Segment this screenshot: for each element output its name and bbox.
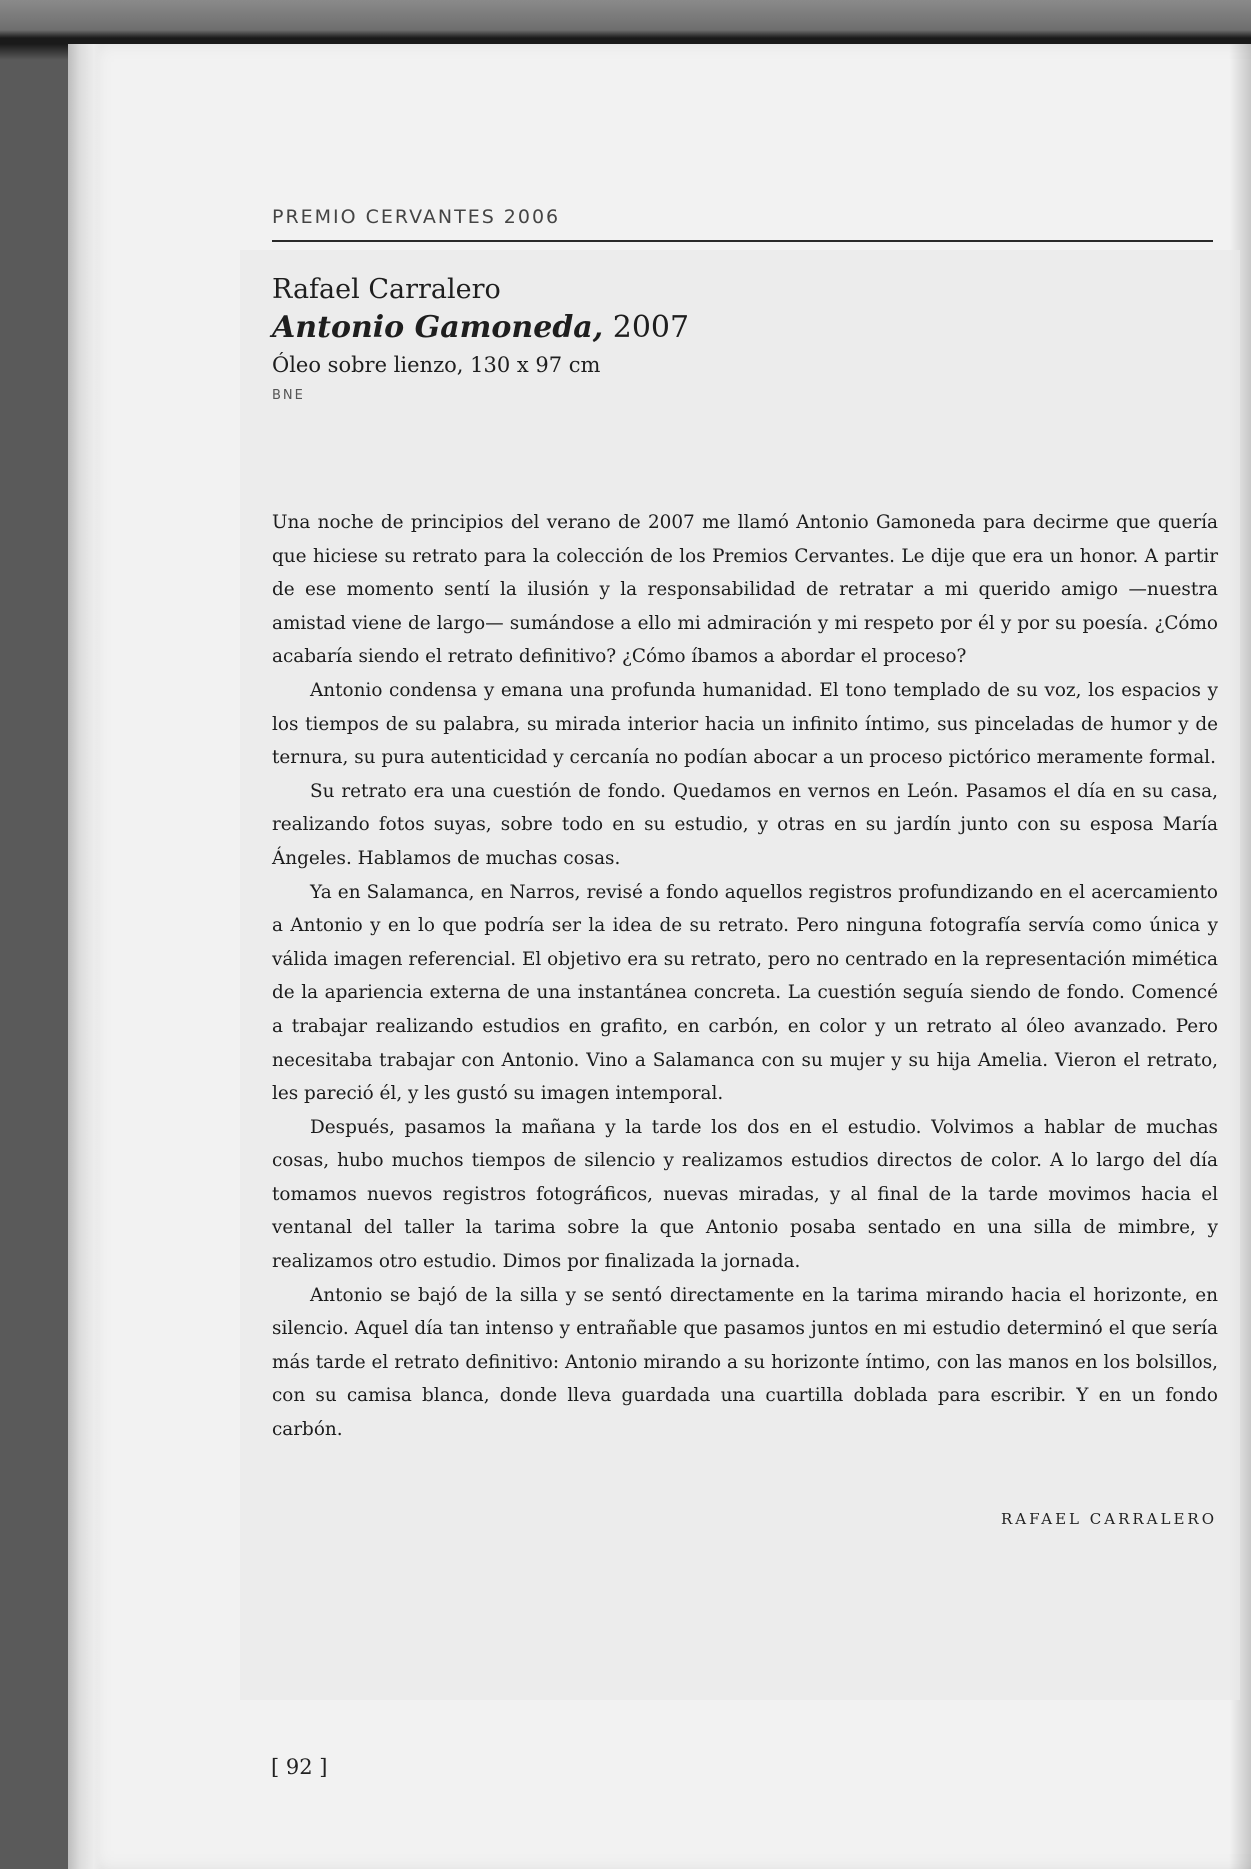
header-label: PREMIO CERVANTES 2006 bbox=[272, 206, 561, 228]
artwork-year: 2007 bbox=[612, 310, 690, 345]
paragraph: Antonio condensa y emana una profunda humanidad. El tono templado de su voz, los espacios y los tiempos de su palabra, su mirada interior hacia un infinito íntimo, sus pinceladas de humor y de ternura, su pura autenticidad y cercanía no podían abocar a un proceso pictórico meramente formal. bbox=[272, 679, 1218, 769]
page-number: [ 92 ] bbox=[271, 1755, 328, 1779]
essay-body bbox=[272, 506, 1218, 1447]
artwork-technique: Óleo sobre lienzo, 130 x 97 cm bbox=[272, 353, 601, 377]
artwork-credits bbox=[272, 272, 1172, 408]
author-signature: RAFAEL CARRALERO bbox=[1001, 1510, 1217, 1528]
paragraph: Después, pasamos la mañana y la tarde los dos en el estudio. Volvimos a hablar de muchas cosas, hubo muchos tiempos de silencio y realizamos estudios directos de color. A lo largo del día tomamos nuevos registros fotográficos, nuevas miradas, y al final de la tarde movimos hacia el ventanal del taller la tarima sobre la que Antonio posaba sentado en una silla de mimbre, y realizamos otro estudio. Dimos por finalizada la jornada. bbox=[272, 1116, 1218, 1273]
artwork-title: Antonio Gamoneda, bbox=[272, 310, 604, 345]
paragraph: Ya en Salamanca, en Narros, revisé a fondo aquellos registros profundizando en el acercamiento a Antonio y en lo que podría ser la idea de su retrato. Pero ninguna fotografía servía como única y válida imagen referencial. El objetivo era su retrato, pero no centrado en la representación mimética de la apariencia externa de una instantánea concreta. La cuestión seguía siendo de fondo. Comencé a trabajar realizando estudios en grafito, en carbón, en color y un retrato al óleo avanzado. Pero necesitaba trabajar con Antonio. Vino a Salamanca con su mujer y su hija Amelia. Vieron el retrato, les pareció él, y les gustó su imagen intemporal. bbox=[272, 881, 1218, 1105]
artwork-title-line bbox=[272, 308, 1172, 348]
running-header bbox=[272, 204, 1213, 230]
page-gutter-shadow bbox=[68, 44, 102, 1869]
paragraph: Una noche de principios del verano de 2007 me llamó Antonio Gamoneda para decirme que quería que hiciese su retrato para la colección de los Premios Cervantes. Le dije que era un honor. A partir de ese momento sentí la ilusión y la responsabilidad de retratar a mi querido amigo —nuestra amistad viene de largo— sumándose a ello mi admiración y mi respeto por él y por su poesía. ¿Cómo acabaría siendo el retrato definitivo? ¿Cómo íbamos a abordar el proceso? bbox=[272, 512, 1218, 668]
header-rule bbox=[272, 240, 1213, 242]
artwork-source: BNE bbox=[272, 388, 305, 403]
paragraph: Su retrato era una cuestión de fondo. Quedamos en vernos en León. Pasamos el día en su casa, realizando fotos suyas, sobre todo en su estudio, y otras en su jardín junto con su esposa María Ángeles. Hablamos de muchas cosas. bbox=[272, 780, 1218, 869]
artist-name: Rafael Carralero bbox=[272, 274, 501, 305]
paragraph: Antonio se bajó de la silla y se sentó directamente en la tarima mirando hacia el horizonte, en silencio. Aquel día tan intenso y entrañable que pasamos juntos en mi estudio determinó el que sería más tarde el retrato definitivo: Antonio mirando a su horizonte íntimo, con las manos en los bolsillos, con su camisa blanca, donde lleva guardada una cuartilla doblada para escribir. Y en un fondo carbón. bbox=[272, 1284, 1218, 1441]
